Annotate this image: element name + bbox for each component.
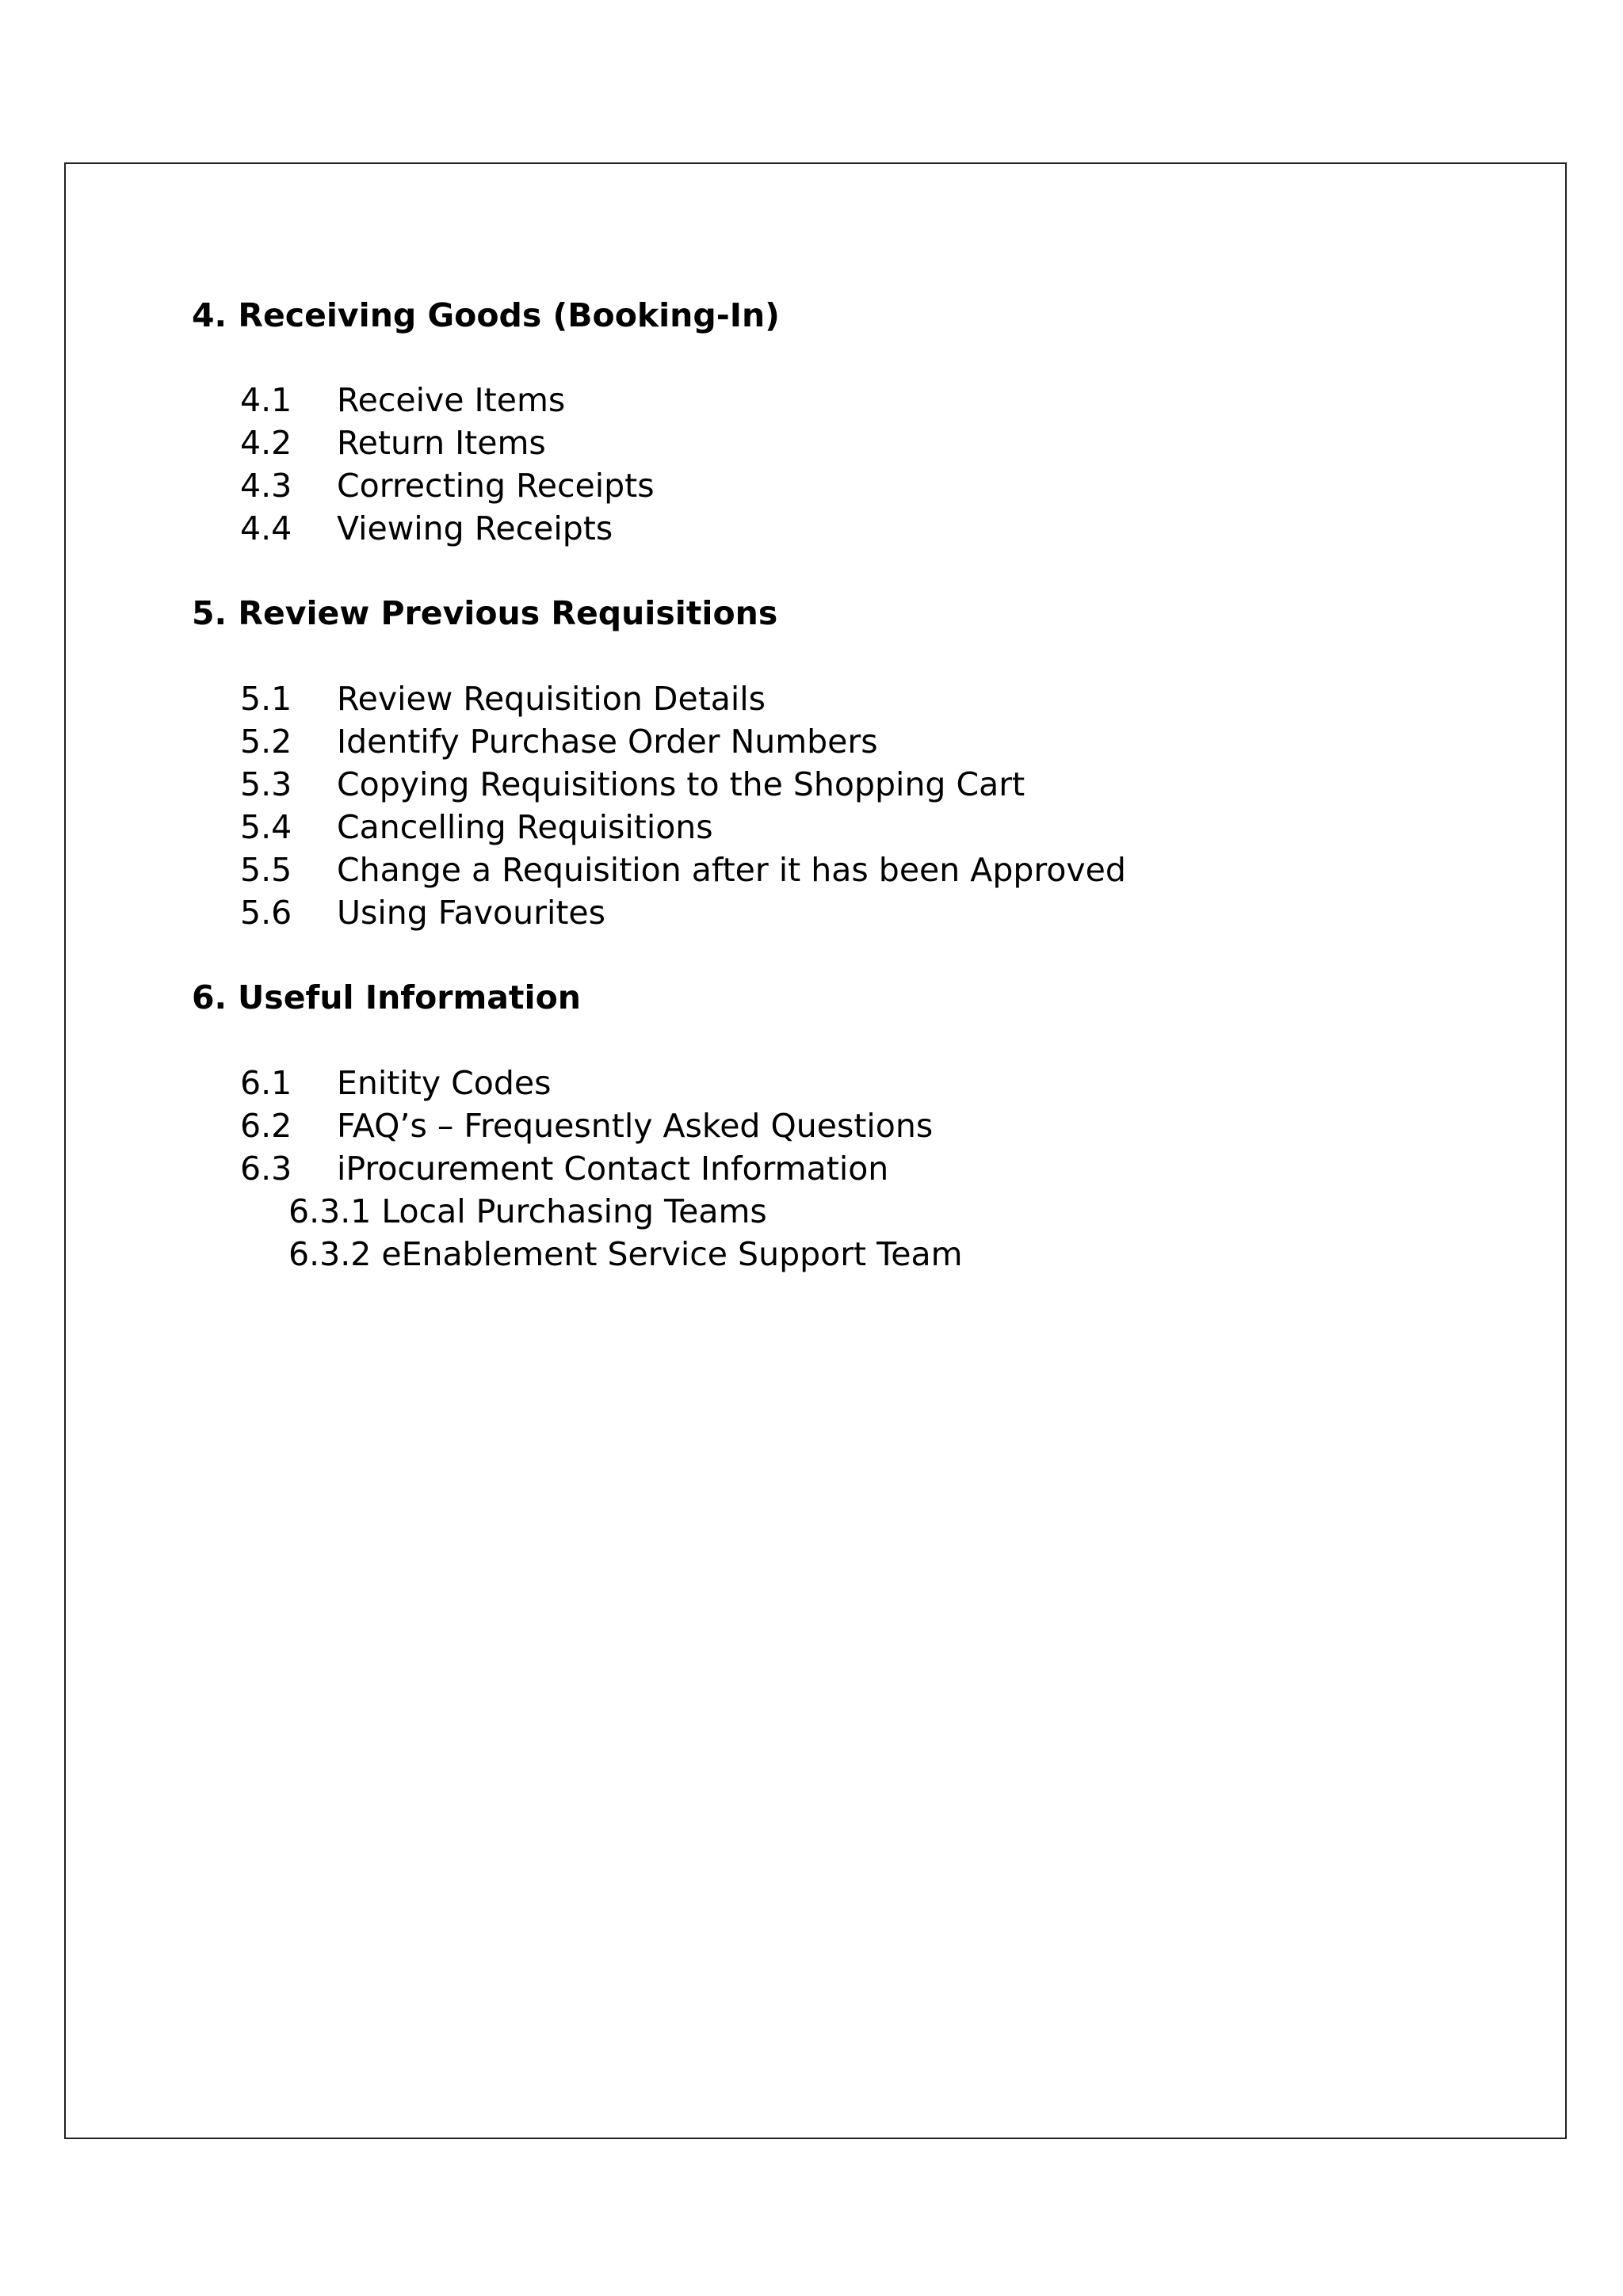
item-label: Enitity Codes (337, 1064, 552, 1102)
subitem-text: 6.3.2 eEnablement Service Support Team (288, 1235, 963, 1273)
section-heading-4[interactable] (192, 294, 780, 337)
toc-subitem-6-3-1[interactable] (288, 1190, 767, 1233)
item-label: Cancelling Requisitions (337, 808, 713, 846)
item-label: Correcting Receipts (337, 467, 655, 505)
section-heading-6[interactable] (192, 976, 581, 1019)
section-number: 5. (192, 594, 227, 632)
item-number: 4.4 (240, 509, 292, 547)
item-number: 5.6 (240, 894, 292, 932)
item-number: 4.1 (240, 381, 292, 419)
item-label: Receive Items (337, 381, 566, 419)
item-number: 6.3 (240, 1150, 292, 1188)
item-label: Return Items (337, 424, 546, 462)
item-number: 5.3 (240, 765, 292, 803)
section-title: Useful Information (238, 978, 581, 1016)
item-label: Change a Requisition after it has been Approved (337, 851, 1126, 889)
item-number: 5.1 (240, 680, 292, 718)
item-number: 5.2 (240, 723, 292, 761)
item-label: Review Requisition Details (337, 680, 766, 718)
item-number: 5.4 (240, 808, 292, 846)
section-number: 4. (192, 296, 227, 334)
subitem-text: 6.3.1 Local Purchasing Teams (288, 1192, 767, 1230)
item-label: Identify Purchase Order Numbers (337, 723, 878, 761)
item-number: 5.5 (240, 851, 292, 889)
toc-subitem-6-3-2[interactable] (288, 1233, 963, 1276)
item-number: 6.1 (240, 1064, 292, 1102)
section-number: 6. (192, 978, 227, 1016)
section-heading-5[interactable] (192, 592, 777, 635)
item-label: FAQ’s – Frequesntly Asked Questions (337, 1107, 934, 1145)
section-title: Receiving Goods (Booking-In) (238, 296, 780, 334)
item-number: 4.3 (240, 467, 292, 505)
item-number: 6.2 (240, 1107, 292, 1145)
item-label: Viewing Receipts (337, 509, 613, 547)
item-label: iProcurement Contact Information (337, 1150, 889, 1188)
item-label: Copying Requisitions to the Shopping Cart (337, 765, 1025, 803)
section-title: Review Previous Requisitions (238, 594, 778, 632)
item-label: Using Favourites (337, 894, 605, 932)
item-number: 4.2 (240, 424, 292, 462)
